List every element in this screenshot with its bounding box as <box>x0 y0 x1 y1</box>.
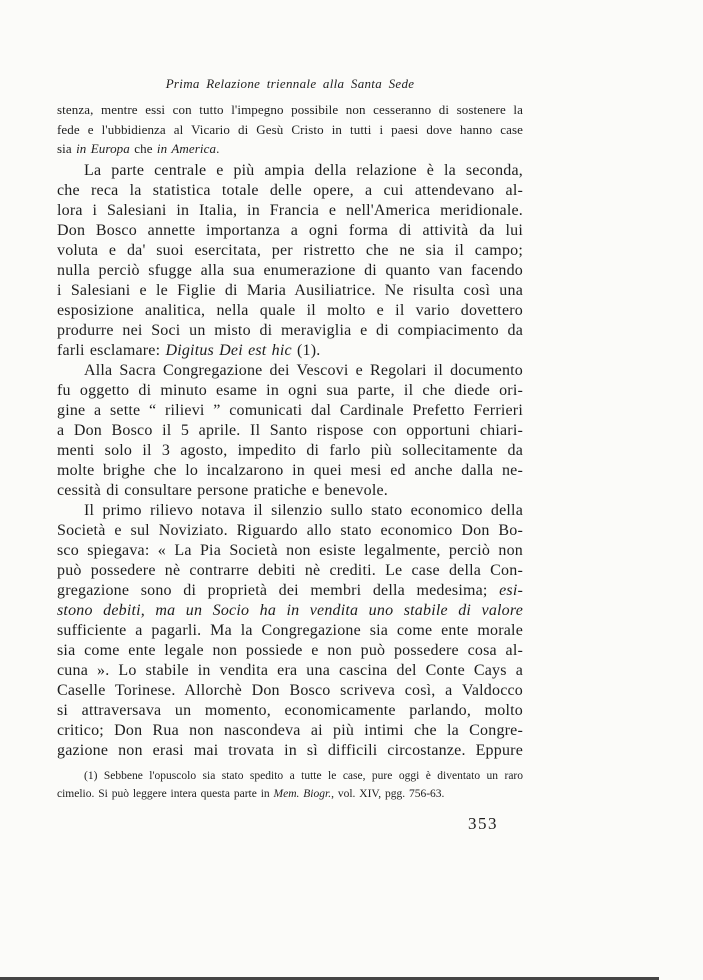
text-line <box>57 361 523 381</box>
text-segment: esposizione analitica, nella quale il molto e il vario dovettero <box>57 302 523 319</box>
text-segment: sia <box>57 141 77 156</box>
text-segment: che <box>129 141 157 156</box>
text-segment: sia come ente legale non possiede e non può possedere cosa al- <box>57 642 523 659</box>
text-line <box>57 421 523 441</box>
italic-text: stono debiti, ma un Socio ha in vendita uno stabile di valore <box>57 602 523 619</box>
text-line <box>57 767 523 785</box>
italic-text: esi- <box>499 582 523 599</box>
text-line <box>57 741 523 761</box>
text-line <box>57 221 523 241</box>
text-line <box>57 261 523 281</box>
text-line <box>57 161 523 181</box>
text-line <box>57 641 523 661</box>
text-line <box>57 581 523 601</box>
text-line <box>57 601 523 621</box>
text-line <box>57 321 523 341</box>
text-segment: farli esclamare: <box>57 342 166 359</box>
text-line <box>57 401 523 421</box>
italic-text: in America <box>156 141 217 156</box>
text-segment: sufficiente a pagarli. Ma la Congregazione sia come ente morale <box>57 622 523 639</box>
text-segment: gregazione sono di proprietà dei membri della medesima; <box>57 582 500 599</box>
text-line <box>57 481 523 501</box>
text-segment: i Salesiani e le Figlie di Maria Ausiliatrice. Ne risulta così una <box>57 282 523 299</box>
text-line <box>57 661 523 681</box>
text-segment: stenza, mentre essi con tutto l'impegno possibile non cesseranno di sostenere la <box>57 102 523 117</box>
text-segment: può possedere nè contrarre debiti nè crediti. Le case della Con- <box>57 562 523 579</box>
text-segment: Don Bosco annette importanza a ogni forma di attività da lui <box>57 222 523 239</box>
text-segment: La parte centrale e più ampia della relazione è la seconda, <box>84 162 523 179</box>
text-segment: lora i Salesiani in Italia, in Francia e nell'America meridionale. <box>57 202 523 219</box>
text-line <box>57 241 523 261</box>
text-segment: a Don Bosco il 5 aprile. Il Santo rispose con opportuni chiari- <box>57 422 523 439</box>
text-line <box>57 201 523 221</box>
text-segment: (1). <box>291 342 321 359</box>
text-line <box>57 301 523 321</box>
italic-text: in Europa <box>76 141 130 156</box>
text-line <box>57 701 523 721</box>
text-segment: che reca la statistica totale delle opere, a cui attendevano al- <box>57 182 523 199</box>
text-segment: Alla Sacra Congregazione dei Vescovi e Regolari il documento <box>84 362 523 379</box>
text-segment: cessità di consultare persone pratiche e benevole. <box>57 482 388 499</box>
italic-text: Digitus Dei est hic <box>165 342 292 359</box>
text-segment: critico; Don Rua non nascondeva ai più intimi che la Congre- <box>57 722 523 739</box>
text-segment: nulla perciò sfugge alla sua enumerazione di quanto van facendo <box>57 262 523 279</box>
italic-text: Mem. Biogr. <box>273 788 332 800</box>
text-segment: sco spiegava: « La Pia Società non esiste legalmente, perciò non <box>57 542 523 559</box>
running-header: Prima Relazione triennale alla Santa Sede <box>165 76 415 91</box>
text-line <box>57 621 523 641</box>
text-line <box>57 341 523 361</box>
text-line <box>57 461 523 481</box>
text-segment: , vol. XIV, pgg. 756-63. <box>331 788 445 800</box>
text-segment: gine a sette “ rilievi ” comunicati dal Cardinale Prefetto Ferrieri <box>57 402 523 419</box>
text-segment: cuna ». Lo stabile in vendita era una cascina del Conte Cays a <box>57 662 523 679</box>
text-line <box>57 181 523 201</box>
text-segment: Il primo rilievo notava il silenzio sullo stato economico della <box>84 502 523 519</box>
text-segment: voluta e da' suoi esercitata, per ristretto che ne sia il campo; <box>57 242 523 259</box>
text-line <box>57 281 523 301</box>
intro-paragraph <box>57 100 523 159</box>
text-segment: si attraversava un momento, economicamente parlando, molto <box>57 702 523 719</box>
text-segment: molte brighe che lo incalzarono in quei mesi ed anche dalla ne- <box>57 462 523 479</box>
footnote <box>57 767 523 803</box>
text-segment: cimelio. Si può leggere intera questa parte in <box>57 788 274 800</box>
text-line <box>57 139 523 159</box>
text-line <box>57 441 523 461</box>
text-line <box>57 681 523 701</box>
text-segment: menti solo il 3 agosto, impedito di farlo più sollecitamente da <box>57 442 523 459</box>
text-line <box>57 501 523 521</box>
text-line <box>57 521 523 541</box>
text-segment: fede e l'ubbidienza al Vicario di Gesù Cristo in tutti i paesi dove hanno case <box>57 121 523 137</box>
text-segment: gazione non erasi mai trovata in sì difficili circostanze. Eppure <box>57 742 523 759</box>
text-line <box>57 381 523 401</box>
text-segment: (1) Sebbene l'opuscolo sia stato spedito a tutte le case, pure oggi è diventato un raro <box>84 770 523 782</box>
page-number: 353 <box>468 814 498 833</box>
text-segment: Società e sul Noviziato. Riguardo allo stato economico Don Bo- <box>57 522 523 539</box>
text-segment: . <box>216 141 220 156</box>
text-line <box>57 120 523 140</box>
text-line <box>57 785 523 803</box>
text-segment: produrre nei Soci un misto di meraviglia e di compiacimento da <box>57 322 523 339</box>
body-text <box>57 161 523 761</box>
text-segment: fu oggetto di minuto esame in ogni sua parte, il che diede ori- <box>57 382 523 399</box>
text-line <box>57 561 523 581</box>
text-line <box>57 721 523 741</box>
text-segment: Caselle Torinese. Allorchè Don Bosco scriveva così, a Valdocco <box>57 682 523 699</box>
text-line <box>57 100 523 120</box>
text-line <box>57 541 523 561</box>
